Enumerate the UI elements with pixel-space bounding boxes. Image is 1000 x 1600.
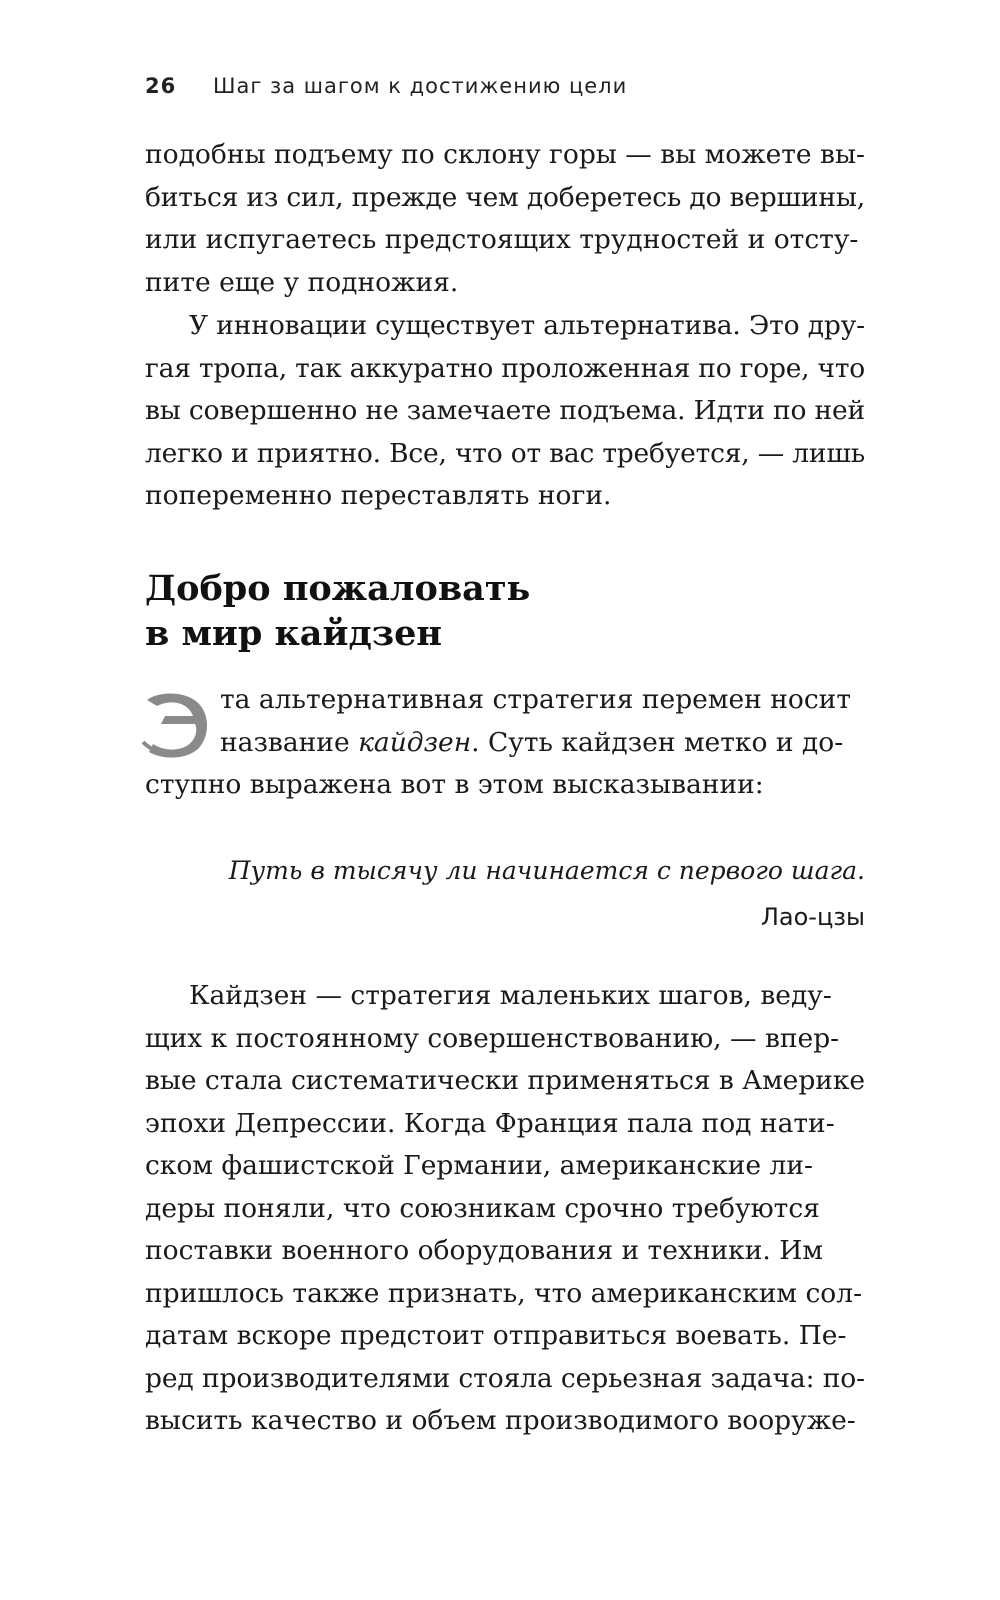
text-line: высить качество и объем производимого вооруже- (145, 1405, 856, 1436)
text-line (145, 722, 865, 765)
text-line: ском фашистской Германии, американские ли- (145, 1150, 813, 1181)
text-line: вые стала систематически применяться в Америке (145, 1065, 866, 1096)
text-line: вы совершенно не замечаете подъема. Идти по ней (145, 395, 865, 426)
text-line: эпохи Депрессии. Когда Франция пала под нати- (145, 1107, 835, 1139)
text-line: легко и приятно. Все, что от вас требуется, — лишь (145, 437, 865, 469)
text-line: деры поняли, что союзникам срочно требуются (145, 1192, 820, 1224)
text-run: . Суть кайдзен метко и до- (471, 726, 844, 758)
text-line: та альтернативная стратегия перемен носит (220, 684, 852, 715)
text-line: или испугаетесь предстоящих трудностей и отсту- (145, 224, 859, 255)
intro-paragraph (145, 679, 865, 807)
text-line: Кайдзен — стратегия маленьких шагов, веду- (189, 980, 832, 1011)
text-line: гая тропа, так аккуратно проложенная по горе, что (145, 352, 865, 384)
text-run: название (220, 726, 359, 758)
text-line: ред производителями стояла серьезная задача: по- (145, 1362, 865, 1394)
epigraph (145, 848, 865, 940)
heading-line: в мир кайдзен (145, 613, 442, 654)
running-title: Шаг за шагом к достижению цели (213, 74, 628, 98)
heading-line: Добро пожаловать (145, 568, 531, 609)
paragraph-alternative (145, 305, 865, 518)
epigraph-author: Лао-цзы (760, 903, 865, 931)
text-line: пришлось также признать, что американским сол- (145, 1277, 863, 1309)
text-line: биться из сил, прежде чем доберетесь до вершины, (145, 181, 865, 213)
kaizen-term: кайдзен (358, 726, 472, 758)
text-line: пите еще у подножия. (145, 266, 459, 298)
text-line: датам вскоре предстоит отправиться воевать. Пе- (145, 1320, 847, 1351)
text-line: ступно выражена вот в этом высказывании: (145, 769, 764, 800)
text-line: щих к постоянному совершенствованию, — впер- (145, 1022, 840, 1054)
paragraph-continuation (145, 134, 865, 304)
text-line: поставки военного оборудования и техники. Им (145, 1235, 823, 1266)
epigraph-quote: Путь в тысячу ли начинается с первого шага. (228, 856, 865, 885)
paragraph-history (145, 975, 865, 1443)
page-number: 26 (145, 74, 177, 98)
text-line: подобны подъему по склону горы — вы можете вы- (145, 139, 865, 170)
section-heading (145, 566, 530, 656)
text-line: У инновации существует альтернатива. Это дру- (189, 310, 865, 341)
text-line: попеременно переставлять ноги. (145, 480, 612, 511)
running-header (145, 74, 627, 98)
